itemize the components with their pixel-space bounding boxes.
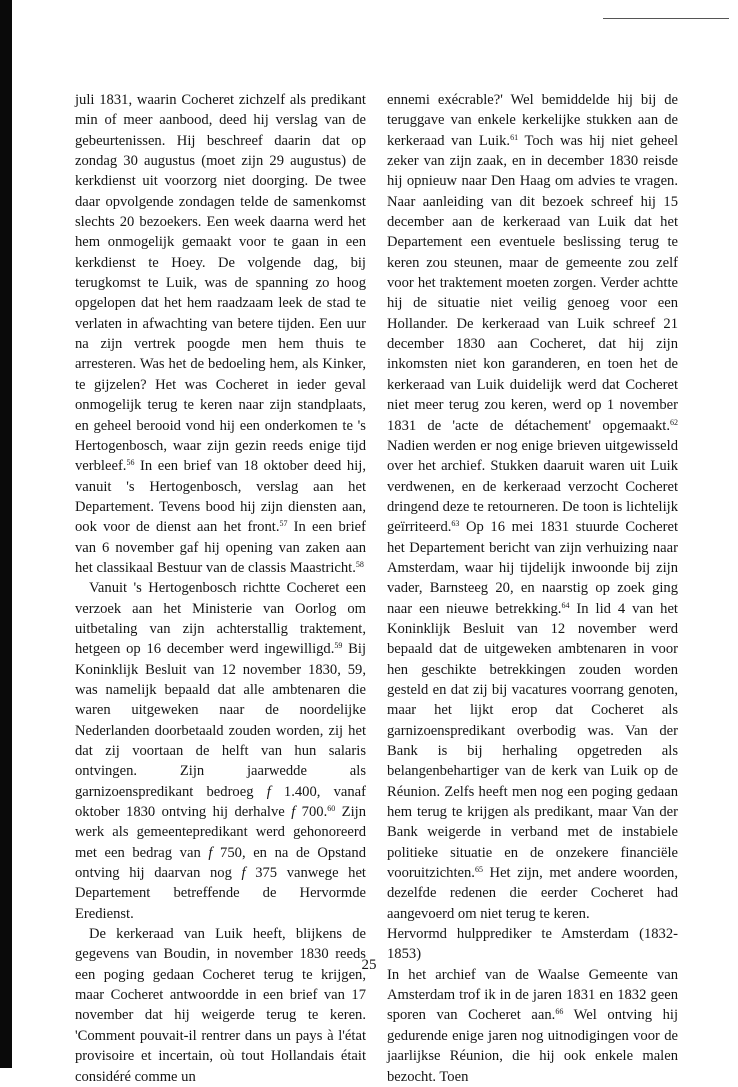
footnote-ref: 59 [334,641,343,651]
text-run: Vanuit 's Hertogenbosch richtte Cocheret een verzoek aan het Ministerie van Oorlog om uitbetaling van zijn achterstallig traktement, hetgeen op 16 december werd ingewilligd. [75,580,366,658]
header-rule [603,18,729,19]
right-column [387,90,678,1087]
florin-sign: f [266,783,271,800]
left-paragraph-2 [75,578,366,924]
florin-sign: f [241,865,246,882]
footnote-ref: 58 [355,559,364,569]
footnote-ref: 62 [670,417,678,427]
text-run: Op 16 mei 1831 stuurde Cocheret het Departement bericht van zijn verhuizing naar Amsterdam, waar hij tijdelijk inwoonde bij zijn vader, Barnsteeg 20, en naarstig op zoek ging naar een nieuwe betrekking. [387,519,678,617]
page-number: 25 [361,957,377,973]
florin-sign: f [208,844,213,861]
florin-sign: f [291,804,296,821]
text-run: 375 vanwege het Departement betreffende de Hervormde Eredienst. [75,865,366,922]
footnote-ref: 63 [451,519,460,529]
text-run: De kerkeraad van Luik heeft, blijkens de gegevens van Boudin, in november 1830 reeds een poging gedaan Cocheret terug te krijgen, maar Cocheret antwoordde in een brief van 17 november dat hij weigerde terug te keren. 'Comment pouvait-il rentrer dans un pays à l'état provisoire et incertain, où tout Hollandais était considéré comme un [75,926,366,1085]
text-run: 750, en na de Opstand ontving hij daarvan nog [75,844,367,882]
text-run: In een brief van 6 november gaf hij opening van zaken aan het classikaal Bestuur van de classis Maastricht. [75,519,366,576]
footnote-ref: 57 [279,519,288,529]
text-run: Het zijn, met andere woorden, dezelfde redenen die eerder Cocheret had aangevoerd om niet terug te keren. [387,865,678,922]
left-paragraph-3 [75,924,366,1087]
right-paragraph-2 [387,965,678,1087]
text-run: Nadien werden er nog enige brieven uitgewisseld over het archief. Stukken daaruit waren uit Luik verdwenen, en de kerkeraad verzocht Cocheret dringend deze te retourneren. De toon is lichtelijk geïrriteerd. [387,437,678,536]
scan-edge [0,0,12,1068]
footnote-ref: 56 [126,458,135,468]
text-run: 1.400, vanaf oktober 1830 ontving hij derhalve [75,783,366,821]
text-run: juli 1831, waarin Cocheret zichzelf als predikant min of meer aanbood, deed hij verslag van de gebeurtenissen. Hij beschreef daarin dat op zondag 30 augustus (moet zijn 29 augustus) de kerkdienst uit voorzorg niet doorging. De twee daar opvolgende zondagen telde de samenkomst slechts 20 bezoekers. Een week daarna werd het hem onmogelijk gemaakt voor te gaan in een kerkdienst te Hoey. De volgende dag, bij terugkomst te Luik, was de spanning zo hoog opgelopen dat het hem raadzaam leek de stad te verlaten in afwachting van betere tijden. Een uur na zijn vertrek poogde men hem thuis te arresteren. Was het de bedoeling hem, als Kinker, te gijzelen? Het was Cocheret in ieder geval onmogelijk terug te keren naar zijn standplaats, en geheel berooid vond hij een onderkomen te 's Hertogenbosch, waar zijn gezin reeds enige tijd verbleef. [75,92,366,475]
text-run: 700. [295,804,328,821]
left-column [75,90,366,1087]
right-paragraph-1 [387,90,678,924]
text-run: ennemi exécrable?' Wel bemiddelde hij bij de teruggave van enkele kerkelijke stukken aan de kerkeraad van Luik. [387,92,678,149]
text-run: Bij Koninklijk Besluit van 12 november 1830, 59, was namelijk bepaald dat alle ambtenaren die waren uitgeweken naar de noordelijke Nederlanden doorbetaald zouden worden, zij het dat zij voortaan de helft van hun salaris ontvingen. Zijn jaarwedde als garnizoenspredikant bedroeg [75,641,366,800]
text-run: In het archief van de Waalse Gemeente van Amsterdam trof ik in de jaren 1831 en 1832 geen sporen van Cocheret aan. [387,966,678,1024]
text-run: Toch was hij niet geheel zeker van zijn zaak, en in december 1830 reisde hij opnieuw naar Den Haag om advies te vragen. Naar aanleiding van dit bezoek schreef hij 15 december aan de kerkeraad van Luik dat het Departement een eventuele beslissing terug te keren zou steunen, maar de gemeente zou zelf voor het traktement moeten zorgen. Verder achtte hij de situatie niet veilig genoeg voor een Hollander. De kerkeraad van Luik schreef 21 december 1830 aan Cocheret, dat hij zijn inkomsten niet kon garanderen, en toen het de kerkeraad van Luik duidelijk werd dat Cocheret niet meer terug zou keren, werd op 1 november 1831 de 'acte de détachement' opgemaakt. [387,132,678,434]
left-paragraph-1 [75,90,366,578]
text-run: In lid 4 van het Koninklijk Besluit van 12 november werd bepaald dat de uitgeweken ambtenaren in voor hen geschikte betrekkingen zouden worden gesteld en dat zij bij vacatures voorrang genoten, maar het lijkt erop dat Cocheret als garnizoenspredikant overbodig was. Van der Bank is bij herhaling opgetreden als belangenbehartiger van de kerk van Luik op de Réunion. Zelfs heeft men nog een poging gedaan hem terug te krijgen als predikant, maar Van der Bank weigerde in verband met de instabiele politieke situatie en de onzekere financiële vooruitzichten. [387,600,678,882]
footnote-ref: 61 [510,132,519,142]
text-run: In een brief van 18 oktober deed hij, vanuit 's Hertogenbosch, verslag aan het Departement. Tevens bood hij zijn diensten aan, ook voor de dienst aan het front. [75,458,366,536]
footnote-ref: 66 [555,1007,564,1017]
footnote-ref: 64 [561,600,570,610]
text-run: Zijn werk als gemeentepredikant werd gehonoreerd met een bedrag van [75,804,366,861]
footnote-ref: 60 [327,804,336,814]
text-run: Wel ontving hij gedurende enige jaren nog uitnodigingen voor de jaarlijkse Réunion, die hij ook enkele malen bezocht. Toen [387,1007,678,1085]
section-heading: Hervormd hulpprediker te Amsterdam (1832-1853) [387,926,678,963]
footnote-ref: 65 [474,865,483,875]
